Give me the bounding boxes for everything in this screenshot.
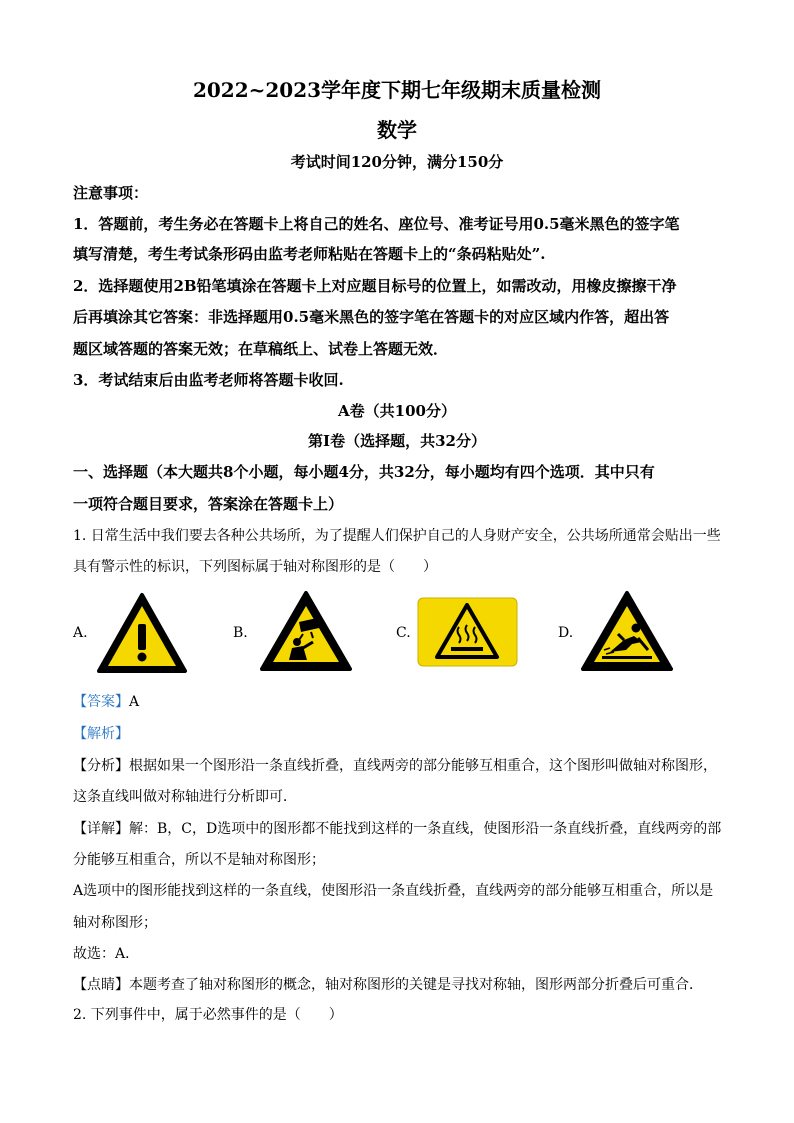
section-instruction: 一、选择题（本大题共8个小题，每小题4分，共32分，每小题均有四个选项．其中只有 [73,463,655,481]
question-2-stem: 2. 下列事件中，属于必然事件的是（ ） [73,1007,343,1023]
option-b-label: B. [233,625,248,641]
exam-title: 2022~2023学年度下期七年级期末质量检测 [192,78,602,102]
question-1-stem: 具有警示性的标识，下列图标属于轴对称图形的是（ ） [73,559,437,575]
fenxi-text: 根据如果一个图形沿一条直线折叠，直线两旁的部分能够互相重合，这个图形叫做轴对称图形， [129,758,717,774]
xiangjie-text: 分能够互相重合，所以不是轴对称图形； [73,852,325,868]
notice-item: 2．选择题使用2B铅笔填涂在答题卡上对应题目标号的位置上，如需改动，用橡皮擦擦干净 [73,277,677,295]
fenxi-tag: 【分析】 [73,758,129,774]
slip-hazard-warning-icon [580,590,674,672]
dianjing-line [73,974,723,994]
exclamation-warning-icon [96,592,188,674]
volume-heading: A卷（共100分） [338,402,456,420]
dianjing-tag: 【点睛】 [73,977,129,993]
question-1-stem: 1. 日常生活中我们要去各种公共场所，为了提醒人们保护自己的人身财产安全，公共场所通常会贴出一些 [73,528,721,544]
answer-line [73,691,723,711]
part-heading: 第Ⅰ卷（选择题，共32分） [308,432,486,450]
xiangjie-text: 故选：A． [73,946,140,962]
notice-item: 填写清楚，考生考试条形码由监考老师粘贴在答题卡上的“条码粘贴处”. [73,245,546,263]
falling-object-warning-icon [259,590,353,672]
option-a-label: A. [73,625,88,641]
answer-tag: 【答案】 [73,694,129,710]
fenxi-line [73,755,723,775]
xiangjie-text: 解：B，C，D选项中的图形都不能找到这样的一条直线，使图形沿一条直线折叠，直线两旁的部 [129,821,722,837]
analysis-tag: 【解析】 [73,726,129,742]
notice-item: 题区域答题的答案无效；在草稿纸上、试卷上答题无效． [73,340,449,358]
option-d-label: D. [558,625,574,641]
xiangjie-tag: 【详解】 [73,821,129,837]
notice-item: 1．答题前，考生务必在答题卡上将自己的姓名、座位号、准考证号用0.5毫米黑色的签字笔 [73,215,680,233]
option-c-label: C. [396,625,411,641]
section-instruction: 一项符合题目要求，答案涂在答题卡上） [73,495,344,513]
subject-title: 数学 [377,118,417,142]
notice-heading: 注意事项： [73,184,149,202]
notice-item: 3．考试结束后由监考老师将答题卡收回. [73,371,344,389]
answer-value: A [129,694,140,710]
xiangjie-text: A选项中的图形能找到这样的一条直线，使图形沿一条直线折叠，直线两旁的部分能够互相重合，所以是 [73,883,714,899]
analysis-line [73,723,723,743]
exam-info: 考试时间120分钟，满分150分 [290,153,504,171]
fenxi-text: 这条直线叫做对称轴进行分析即可． [73,789,297,805]
xiangjie-text: 轴对称图形； [73,915,157,931]
notice-item: 后再填涂其它答案：非选择题用0.5毫米黑色的签字笔在答题卡的对应区域内作答，超出答 [73,308,670,326]
dianjing-text: 本题考查了轴对称图形的概念，轴对称图形的关键是寻找对称轴，图形两部分折叠后可重合． [129,977,703,993]
hot-surface-warning-icon [417,597,518,667]
xiangjie-line [73,818,723,838]
